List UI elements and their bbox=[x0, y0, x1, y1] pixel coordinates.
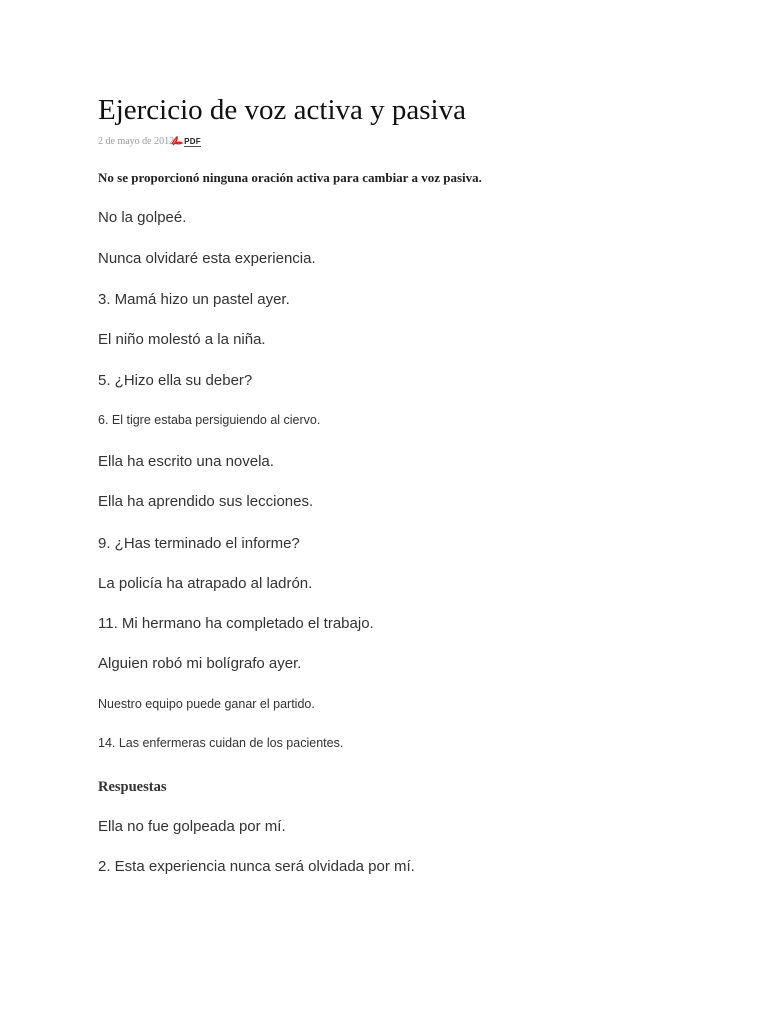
pdf-download-link[interactable] bbox=[171, 136, 201, 149]
sentence-13: Nuestro equipo puede ganar el partido. bbox=[98, 697, 315, 711]
sentence-9: 9. ¿Has terminado el informe? bbox=[98, 535, 300, 552]
article-meta bbox=[98, 135, 201, 148]
sentence-2: Nunca olvidaré esta experiencia. bbox=[98, 250, 316, 267]
sentence-8: Ella ha aprendido sus lecciones. bbox=[98, 493, 314, 510]
sentence-12: Alguien robó mi bolígrafo ayer. bbox=[98, 655, 302, 672]
sentence-14: 14. Las enfermeras cuidan de los pacientes. bbox=[98, 736, 344, 750]
answer-1: Ella no fue golpeada por mí. bbox=[98, 818, 286, 835]
sentence-6: 6. El tigre estaba persiguiendo al ciervo. bbox=[98, 413, 321, 427]
sentence-10: La policía ha atrapado al ladrón. bbox=[98, 575, 313, 592]
answer-2: 2. Esta experiencia nunca será olvidada por mí. bbox=[98, 858, 415, 875]
sentence-3: 3. Mamá hizo un pastel ayer. bbox=[98, 291, 290, 308]
sentence-11: 11. Mi hermano ha completado el trabajo. bbox=[98, 615, 374, 632]
pdf-icon bbox=[171, 136, 183, 149]
sentence-7: Ella ha escrito una novela. bbox=[98, 453, 274, 470]
answers-heading: Respuestas bbox=[98, 779, 167, 795]
sentence-1: No la golpeé. bbox=[98, 209, 187, 226]
pdf-label: PDF bbox=[184, 137, 201, 146]
page-title: Ejercicio de voz activa y pasiva bbox=[98, 94, 466, 126]
sentence-5: 5. ¿Hizo ella su deber? bbox=[98, 372, 253, 389]
post-date: 2 de mayo de 2012 bbox=[98, 136, 175, 147]
sentence-4: El niño molestó a la niña. bbox=[98, 331, 266, 348]
intro-text: No se proporcionó ninguna oración activa para cambiar a voz pasiva. bbox=[98, 170, 482, 185]
